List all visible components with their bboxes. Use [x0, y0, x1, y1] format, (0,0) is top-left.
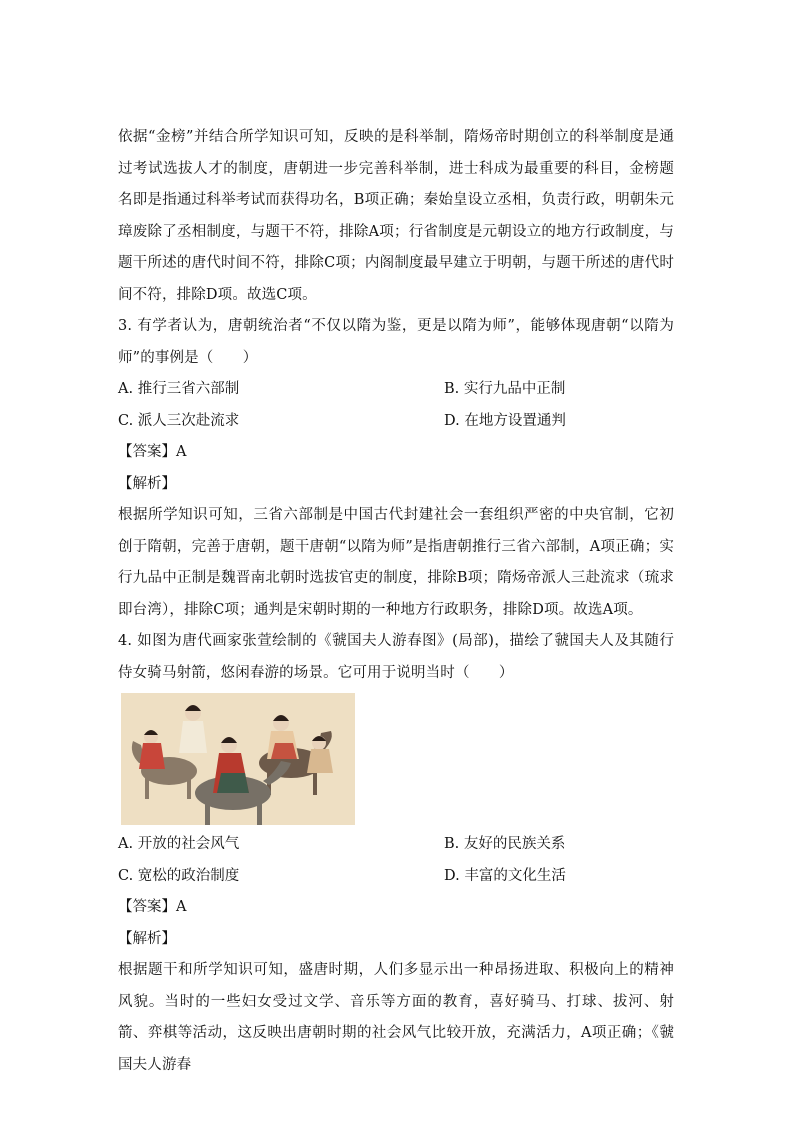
painting-illustration: [121, 693, 355, 825]
q4-option-d: D. 丰富的文化生活: [444, 867, 566, 884]
q4-stem: 4. 如图为唐代画家张萱绘制的《虢国夫人游春图》(局部)，描绘了虢国夫人及其随行侍女骑马射箭，悠闲春游的场景。它可用于说明当时（ ）: [118, 633, 674, 681]
q3-option-c: C. 派人三次赴流求: [118, 412, 240, 429]
q2-analysis-tail: 依据“金榜”并结合所学知识可知，反映的是科举制，隋炀帝时期创立的科举制度是通过考试选拔人才的制度，唐朝进一步完善科举制，进士科成为最重要的科目，金榜题名即是指通过科举考试而获得功名，B项正确；秦始皇设立丞相，负责行政，明朝朱元璋废除了丞相制度，与题干不符，排除A项；行省制度是元朝设立的地方行政制度，与题干所述的唐代时间不符，排除C项；内阁制度最早建立于明朝，与题干所述的唐代时间不符，排除D项。故选C项。: [118, 129, 674, 303]
q3-options-row-1: [118, 374, 674, 406]
document-page: [118, 122, 674, 1081]
q4-option-b: B. 友好的民族关系: [444, 836, 566, 852]
q4-option-c: C. 宽松的政治制度: [118, 867, 240, 884]
q4-options-row-2: [118, 861, 674, 893]
q4-answer: 【答案】A: [118, 899, 187, 915]
q4-option-a: A. 开放的社会风气: [118, 836, 240, 852]
q3-analysis-label: 【解析】: [118, 475, 176, 492]
q4-analysis-label: 【解析】: [118, 930, 176, 947]
painting-figure: [121, 693, 355, 825]
q3-answer: 【答案】A: [118, 444, 187, 460]
q4-analysis: 根据题干和所学知识可知，盛唐时期，人们多显示出一种昂扬进取、积极向上的精神风貌。当时的一些妇女受过文学、音乐等方面的教育，喜好骑马、打球、拔河、射箭、弈棋等活动，这反映出唐朝时期的社会风气比较开放，充满活力，A项正确；《虢国夫人游春: [118, 962, 674, 1073]
q3-options-row-2: [118, 406, 674, 438]
q3-stem: 3. 有学者认为，唐朝统治者“不仅以隋为鉴，更是以隋为师”，能够体现唐朝“以隋为师”的事例是（ ）: [118, 318, 674, 366]
q3-option-a: A. 推行三省六部制: [118, 381, 240, 397]
q3-analysis: 根据所学知识可知，三省六部制是中国古代封建社会一套组织严密的中央官制，它初创于隋朝，完善于唐朝，题干唐朝“以隋为师”是指唐朝推行三省六部制，A项正确；实行九品中正制是魏晋南北朝时选拔官吏的制度，排除B项；隋炀帝派人三赴流求（琉求即台湾），排除C项；通判是宋朝时期的一种地方行政职务，排除D项。故选A项。: [118, 507, 674, 618]
q3-option-b: B. 实行九品中正制: [444, 381, 566, 397]
q3-option-d: D. 在地方设置通判: [444, 412, 566, 429]
q4-options-row-1: [118, 829, 674, 861]
